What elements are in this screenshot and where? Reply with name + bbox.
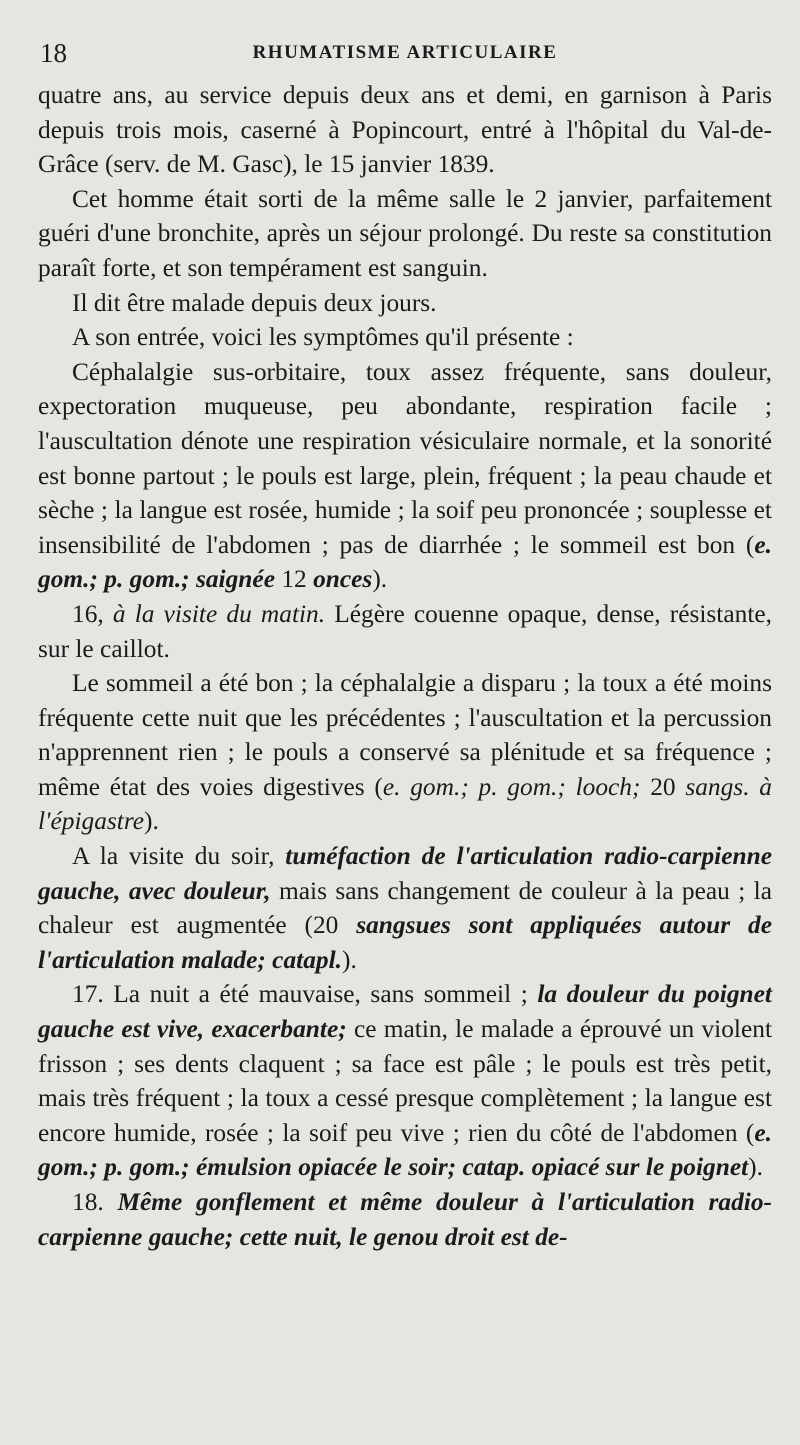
running-head: RHUMATISME ARTICULAIRE [252, 42, 558, 63]
paragraph [38, 977, 772, 1185]
text-run: ce matin, le malade a éprouvé un violent frisson ; ses dents claquent ; sa face est pâle ; le pouls est très petit, mais très fréquent ; la toux a cessé presque complètement ; la langue est encore humide, rosée ; la soif peu vive ; rien du côté de l'abdomen ( [38, 1015, 773, 1147]
emphasis-text: sangsues sont appliquées autour de l'articulation malade; catapl. [38, 911, 772, 974]
body-text [38, 78, 772, 1254]
text-run: Céphalalgie sus-orbitaire, toux assez fréquente, sans douleur, expectoration muqueuse, peu abondante, respiration facile ; l'auscultation dénote une respiration vésiculaire normale, et la sonorité est bonne partout ; le pouls est large, plein, fréquent ; la peau chaude et sèche ; la langue est rosée, humide ; la soif peu prononcée ; souplesse et insensibilité de l'abdomen ; pas de diarrhée ; le sommeil est bon ( [38, 357, 772, 559]
text-run: ). [341, 945, 357, 974]
paragraph [38, 1185, 772, 1254]
paragraph [38, 182, 772, 286]
paragraph [38, 78, 772, 182]
paragraph [38, 839, 772, 977]
text-run: quatre ans, au service depuis deux ans et demi, en garnison à Paris depuis trois mois, caserné à Popincourt, entré à l'hôpital du Val-de-Grâce (serv. de M. Gasc), le 15 janvier 1839. [38, 81, 772, 179]
text-run: ). [372, 565, 388, 594]
text-run: Légère couenne opaque, dense, résistante, sur le caillot. [38, 599, 772, 663]
emphasis-text: onces [313, 565, 373, 594]
paragraph [38, 355, 772, 597]
text-run: Il dit être malade depuis deux jours. [72, 288, 437, 317]
emphasis-text: à la visite du matin. [112, 599, 326, 628]
page-header [38, 30, 772, 78]
paragraph [38, 666, 772, 839]
text-run: ). [748, 1153, 763, 1182]
text-run: A son entrée, voici les symptômes qu'il présente : [72, 323, 574, 352]
emphasis-text: e. gom.; p. gom.; saignée [38, 530, 772, 594]
text-run: Cet homme était sorti de la même salle le 2 janvier, parfaitement guéri d'une bronchite, après un séjour prolongé. Du reste sa constitution paraît forte, et son tempérament est sanguin. [38, 184, 772, 282]
text-run: 12 [274, 565, 314, 594]
text-run: ). [144, 807, 159, 836]
paragraph [38, 286, 772, 321]
emphasis-text: e. gom.; p. gom.; émulsion opiacée le soir; catap. opiacé sur le poignet [38, 1118, 772, 1182]
text-run: 17. La nuit a été mauvaise, sans sommeil ; [72, 980, 538, 1009]
text-run: A la visite du soir, [72, 842, 286, 871]
paragraph [38, 597, 772, 666]
emphasis-text: Même gonflement et même douleur à l'articulation radio-carpienne gauche; cette nuit, le genou droit est de- [38, 1188, 772, 1251]
emphasis-text: e. gom.; p. gom.; looch; [382, 772, 641, 801]
text-run: Le sommeil a été bon ; la céphalalgie a disparu ; la toux a été moins fréquente cette nuit que les précédentes ; l'auscultation et la percussion n'apprennent rien ; le pouls a conservé sa plénitude et sa fréquence ; même état des voies digestives ( [38, 669, 772, 801]
emphasis-text: sangs. à l'épigastre [38, 772, 772, 836]
text-run: 16, [72, 599, 113, 628]
emphasis-text: la douleur du poignet gauche est vive, exacerbante; [38, 980, 772, 1044]
paragraph [38, 320, 772, 355]
emphasis-text: tuméfaction de l'articulation radio-carpienne gauche, avec douleur, [38, 842, 772, 905]
page-number: 18 [40, 38, 67, 68]
text-run: 20 [640, 772, 686, 801]
text-run: mais sans changement de couleur à la peau ; la chaleur est augmentée (20 [38, 876, 772, 940]
text-run: 18. [72, 1188, 118, 1216]
